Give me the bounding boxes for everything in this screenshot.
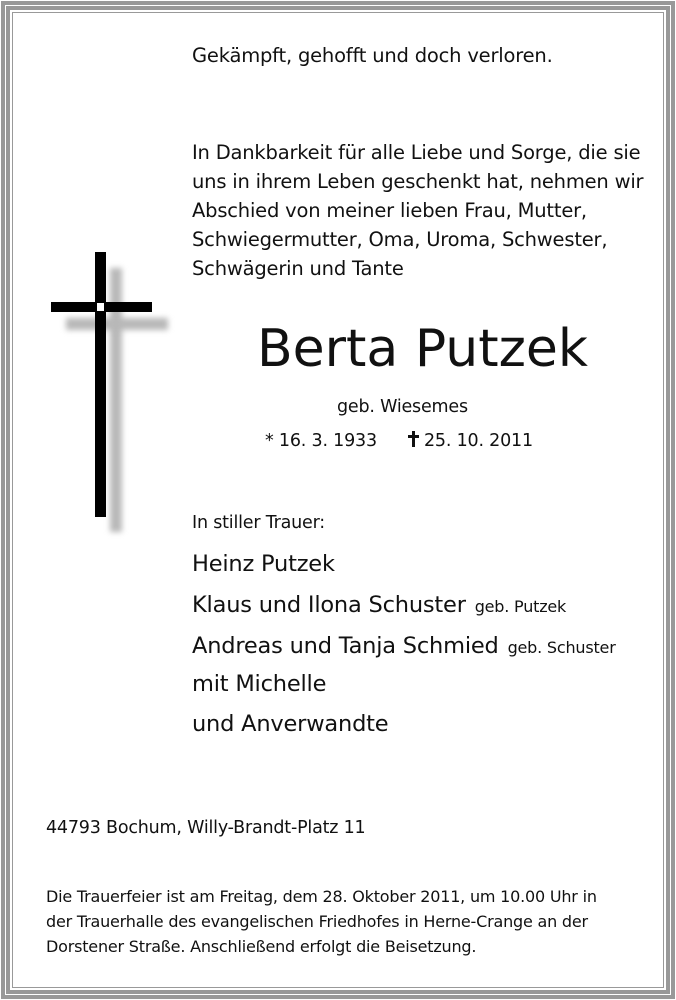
maiden-name: geb. Wiesemes	[337, 397, 468, 417]
service-info	[46, 884, 597, 959]
birth-date: * 16. 3. 1933	[265, 431, 377, 451]
mourner	[192, 633, 616, 659]
intro-line: Schwiegermutter, Oma, Uroma, Schwester,	[192, 228, 608, 251]
death-date-row	[408, 431, 533, 451]
service-line: Dorstener Straße. Anschließend erfolgt die Beisetzung.	[46, 937, 477, 956]
cross-center-square	[97, 303, 104, 311]
mourner-name: und Anverwandte	[192, 711, 389, 737]
cross-shadow-horizontal	[66, 318, 168, 330]
death-date: 25. 10. 2011	[424, 431, 533, 451]
intro-line: Abschied von meiner lieben Frau, Mutter,	[192, 199, 587, 222]
mourner-name: Andreas und Tanja Schmied	[192, 633, 499, 659]
mourner	[192, 711, 388, 737]
mourner	[192, 551, 335, 577]
service-line: der Trauerhalle des evangelischen Friedhofes in Herne-Crange an der	[46, 912, 588, 931]
latin-cross-icon	[0, 0, 200, 560]
mourner-name: Klaus und Ilona Schuster	[192, 592, 466, 618]
mourner-note: geb. Schuster	[507, 638, 616, 657]
mourner	[192, 592, 566, 618]
cross-icon	[408, 431, 419, 447]
motto: Gekämpft, gehofft und doch verloren.	[192, 44, 553, 67]
mourner-note: geb. Putzek	[474, 597, 567, 616]
address: 44793 Bochum, Willy-Brandt-Platz 11	[46, 818, 366, 838]
mourner	[192, 671, 326, 697]
mourner-name: Heinz Putzek	[192, 551, 335, 577]
intro-line: In Dankbarkeit für alle Liebe und Sorge, die sie	[192, 141, 641, 164]
intro-line: uns in ihrem Leben geschenkt hat, nehmen wir	[192, 170, 644, 193]
mourning-label: In stiller Trauer:	[192, 513, 325, 533]
cross-vertical-beam	[95, 252, 106, 517]
mourner-name: mit Michelle	[192, 671, 327, 697]
intro-line: Schwägerin und Tante	[192, 257, 404, 280]
intro-text	[192, 138, 643, 283]
service-line: Die Trauerfeier ist am Freitag, dem 28. Oktober 2011, um 10.00 Uhr in	[46, 887, 597, 906]
deceased-name: Berta Putzek	[257, 319, 589, 379]
